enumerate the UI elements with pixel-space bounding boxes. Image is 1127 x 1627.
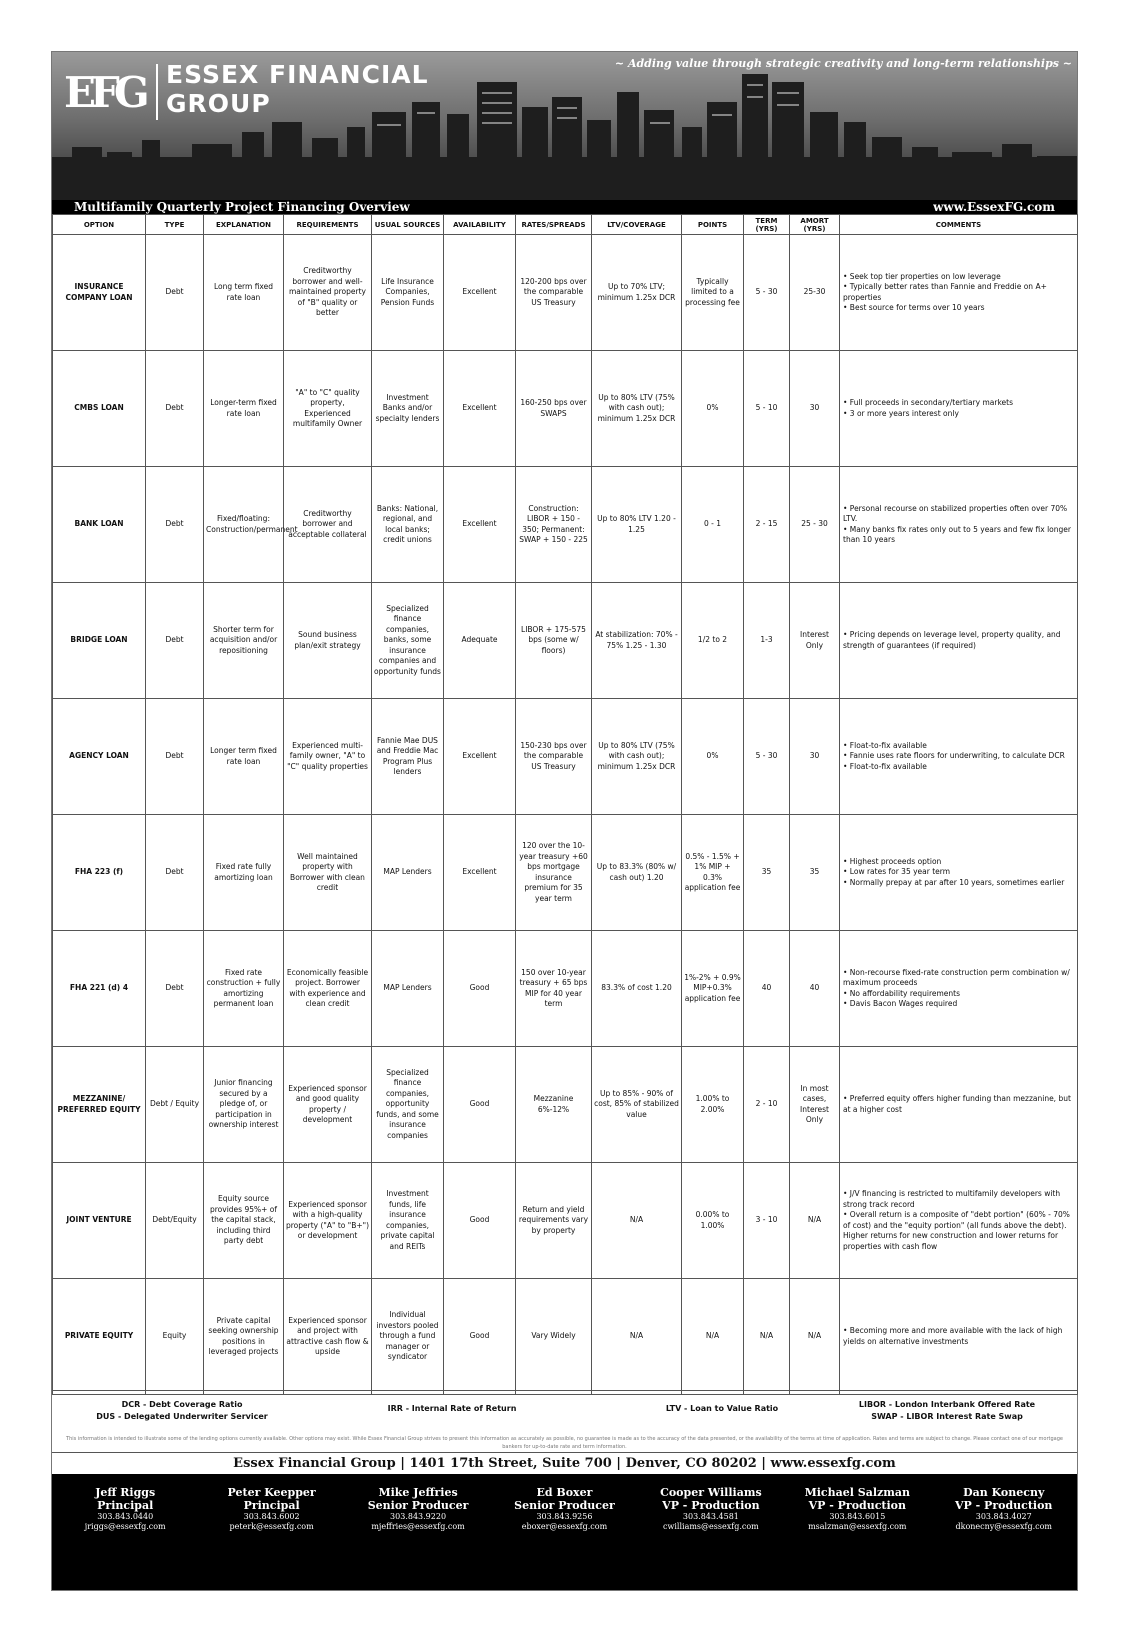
availability-cell: Good: [444, 1047, 516, 1163]
table-row: [53, 699, 1078, 815]
points-cell: 1/2 to 2: [682, 583, 744, 699]
comment-bullet: • Non-recourse fixed-rate construction perm combination w/ maximum proceeds: [843, 967, 1070, 987]
term-cell: 5 - 30: [744, 235, 790, 351]
address-bar: Essex Financial Group | 1401 17th Street, Suite 700 | Denver, CO 80202 | www.essexfg.com: [52, 1452, 1077, 1473]
col-header-sources: USUAL SOURCES: [372, 215, 444, 235]
glossary: [52, 1390, 1077, 1431]
explanation-cell: Long term fixed rate loan: [204, 235, 284, 351]
contact-phone: 303.843.4581: [682, 1512, 739, 1521]
contact-name: Ed Boxer: [536, 1486, 593, 1499]
contact-name: Michael Salzman: [804, 1486, 911, 1499]
points-cell: 0%: [682, 351, 744, 467]
comment-bullet: • Fannie uses rate floors for underwriting, to calculate DCR: [843, 751, 1065, 761]
glossary-dus: DUS - Delegated Underwriter Servicer: [96, 1412, 268, 1421]
requirements-cell: Economically feasible project. Borrower with experience and clean credit: [284, 931, 372, 1047]
col-header-type: TYPE: [146, 215, 204, 235]
rates-cell: 120-200 bps over the comparable US Treasury: [516, 235, 592, 351]
term-cell: N/A: [744, 1279, 790, 1395]
sources-cell: Life Insurance Companies, Pension Funds: [372, 235, 444, 351]
amort-cell: N/A: [790, 1163, 840, 1279]
rates-cell: 150 over 10-year treasury + 65 bps MIP for 40 year term: [516, 931, 592, 1047]
explanation-cell: Junior financing secured by a pledge of, or participation in ownership interest: [204, 1047, 284, 1163]
ltv-cell: Up to 83.3% (80% w/ cash out) 1.20: [592, 815, 682, 931]
rates-cell: Mezzanine 6%-12%: [516, 1047, 592, 1163]
amort-cell: In most cases, Interest Only: [790, 1047, 840, 1163]
sources-cell: Specialized finance companies, opportunity funds, and some insurance companies: [372, 1047, 444, 1163]
option-cell: BRIDGE LOAN: [53, 583, 146, 699]
availability-cell: Good: [444, 1163, 516, 1279]
explanation-cell: Longer-term fixed rate loan: [204, 351, 284, 467]
comments-cell: [840, 351, 1078, 467]
comment-bullet: • Seek top tier properties on low leverage: [843, 271, 1001, 281]
page-title: Multifamily Quarterly Project Financing Overview: [74, 200, 410, 214]
amort-cell: 40: [790, 931, 840, 1047]
rates-cell: 120 over the 10-year treasury +60 bps mortgage insurance premium for 35 year term: [516, 815, 592, 931]
col-header-points: POINTS: [682, 215, 744, 235]
type-cell: Debt: [146, 351, 204, 467]
availability-cell: Excellent: [444, 467, 516, 583]
comment-bullet: • Preferred equity offers higher funding than mezzanine, but at a higher cost: [843, 1094, 1071, 1114]
contact-role: Senior Producer: [367, 1499, 469, 1512]
glossary-irr: IRR - Internal Rate of Return: [387, 1404, 517, 1413]
type-cell: Debt: [146, 815, 204, 931]
contact-role: Principal: [243, 1499, 300, 1512]
comment-bullet: • J/V financing is restricted to multifamily developers with strong track record: [843, 1189, 1061, 1209]
option-cell: MEZZANINE/ PREFERRED EQUITY: [53, 1047, 146, 1163]
availability-cell: Excellent: [444, 235, 516, 351]
comment-bullet: • 3 or more years interest only: [843, 408, 959, 418]
availability-cell: Excellent: [444, 699, 516, 815]
contact-card: [787, 1486, 927, 1590]
points-cell: 0.5% - 1.5% + 1% MIP + 0.3% application fee: [682, 815, 744, 931]
comment-bullet: • Pricing depends on leverage level, property quality, and strength of guarantees (if required): [843, 630, 1061, 650]
amort-cell: 35: [790, 815, 840, 931]
contact-name: Cooper Williams: [660, 1486, 762, 1499]
contact-card: [641, 1486, 781, 1590]
explanation-cell: Equity source provides 95%+ of the capital stack, including third party debt: [204, 1163, 284, 1279]
table-row: [53, 351, 1078, 467]
comment-bullet: • Normally prepay at par after 10 years, sometimes earlier: [843, 877, 1065, 887]
ltv-cell: Up to 80% LTV (75% with cash out); minimum 1.25x DCR: [592, 699, 682, 815]
type-cell: Debt: [146, 699, 204, 815]
requirements-cell: Experienced sponsor and project with attractive cash flow & upside: [284, 1279, 372, 1395]
contact-email[interactable]: msalzman@essexfg.com: [808, 1522, 907, 1531]
availability-cell: Excellent: [444, 815, 516, 931]
explanation-cell: Shorter term for acquisition and/or repositioning: [204, 583, 284, 699]
contact-email[interactable]: jriggs@essexfg.com: [84, 1522, 166, 1531]
col-header-amort: AMORT (YRS): [790, 215, 840, 235]
sources-cell: Investment funds, life insurance companies, private capital and REITs: [372, 1163, 444, 1279]
term-cell: 2 - 10: [744, 1047, 790, 1163]
rates-cell: 160-250 bps over SWAPS: [516, 351, 592, 467]
company-name-line2: GROUP: [166, 89, 271, 118]
comments-cell: [840, 1279, 1078, 1395]
rates-cell: Construction: LIBOR + 150 - 350; Permanent: SWAP + 150 - 225: [516, 467, 592, 583]
contact-card: [348, 1486, 488, 1590]
comment-bullet: • Float-to-fix available: [843, 740, 927, 750]
financing-options-table: [52, 214, 1078, 1395]
glossary-ltv: LTV - Loan to Value Ratio: [665, 1404, 779, 1413]
requirements-cell: Creditworthy borrower and well-maintained property of "B" quality or better: [284, 235, 372, 351]
contact-role: Senior Producer: [514, 1499, 615, 1512]
efg-logo: EFG: [64, 68, 144, 117]
option-cell: BANK LOAN: [53, 467, 146, 583]
type-cell: Debt: [146, 931, 204, 1047]
explanation-cell: Fixed rate construction + fully amortizing permanent loan: [204, 931, 284, 1047]
table-header-row: [53, 215, 1078, 235]
points-cell: N/A: [682, 1279, 744, 1395]
sources-cell: Specialized finance companies, banks, some insurance companies and opportunity funds: [372, 583, 444, 699]
explanation-cell: Fixed/floating: Construction/permanent: [204, 467, 284, 583]
contact-phone: 303.843.6015: [829, 1512, 886, 1521]
sources-cell: Individual investors pooled through a fund manager or syndicator: [372, 1279, 444, 1395]
contact-name: Dan Konecny: [963, 1486, 1045, 1499]
comment-bullet: • Float-to-fix available: [843, 761, 927, 771]
requirements-cell: Sound business plan/exit strategy: [284, 583, 372, 699]
requirements-cell: "A" to "C" quality property, Experienced multifamily Owner: [284, 351, 372, 467]
contact-name: Mike Jeffries: [378, 1486, 458, 1499]
contact-role: VP - Production: [955, 1499, 1053, 1512]
contact-role: VP - Production: [662, 1499, 760, 1512]
amort-cell: 30: [790, 699, 840, 815]
availability-cell: Good: [444, 931, 516, 1047]
contact-role: VP - Production: [808, 1499, 907, 1512]
comment-bullet: • Typically better rates than Fannie and Freddie on A+ properties: [843, 282, 1047, 302]
type-cell: Debt: [146, 467, 204, 583]
comments-cell: [840, 583, 1078, 699]
requirements-cell: Well maintained property with Borrower with clean credit: [284, 815, 372, 931]
term-cell: 2 - 15: [744, 467, 790, 583]
term-cell: 35: [744, 815, 790, 931]
option-cell: FHA 221 (d) 4: [53, 931, 146, 1047]
table-row: [53, 467, 1078, 583]
comment-bullet: • Overall return is a composite of "debt portion" (60% - 70% of cost) and the "equity portion" (all funds above the debt). Higher returns for new construction and lower returns for properties with cash flow: [843, 1210, 1070, 1251]
contact-phone: 303.843.9220: [390, 1512, 447, 1521]
glossary-group-4: [832, 1399, 1062, 1423]
contact-phone: 303.843.9256: [536, 1512, 593, 1521]
explanation-cell: Private capital seeking ownership positions in leveraged projects: [204, 1279, 284, 1395]
rates-cell: Vary Widely: [516, 1279, 592, 1395]
sources-cell: MAP Lenders: [372, 931, 444, 1047]
comments-cell: [840, 1163, 1078, 1279]
ltv-cell: N/A: [592, 1279, 682, 1395]
contact-email[interactable]: dkonecny@essexfg.com: [955, 1522, 1052, 1531]
comments-cell: [840, 467, 1078, 583]
type-cell: Debt/Equity: [146, 1163, 204, 1279]
comments-cell: [840, 1047, 1078, 1163]
requirements-cell: Experienced sponsor and good quality property / development: [284, 1047, 372, 1163]
term-cell: 3 - 10: [744, 1163, 790, 1279]
financing-overview-sheet: [51, 51, 1078, 1591]
comment-bullet: • Davis Bacon Wages required: [843, 999, 958, 1008]
table-row: [53, 931, 1078, 1047]
availability-cell: Excellent: [444, 351, 516, 467]
option-cell: JOINT VENTURE: [53, 1163, 146, 1279]
company-name-line1: ESSEX FINANCIAL: [166, 60, 429, 89]
ltv-cell: Up to 80% LTV 1.20 - 1.25: [592, 467, 682, 583]
explanation-cell: Fixed rate fully amortizing loan: [204, 815, 284, 931]
comment-bullet: • Personal recourse on stabilized properties often over 70% LTV.: [843, 503, 1068, 523]
col-header-rates: RATES/SPREADS: [516, 215, 592, 235]
table-body: [53, 235, 1078, 1395]
term-cell: 5 - 30: [744, 699, 790, 815]
comment-bullet: • Best source for terms over 10 years: [843, 303, 985, 312]
sources-cell: Fannie Mae DUS and Freddie Mac Program Plus lenders: [372, 699, 444, 815]
option-cell: FHA 223 (f): [53, 815, 146, 931]
ltv-cell: Up to 70% LTV; minimum 1.25x DCR: [592, 235, 682, 351]
title-bar: [52, 200, 1077, 214]
contact-card: [934, 1486, 1074, 1590]
term-cell: 5 - 10: [744, 351, 790, 467]
contact-card: [202, 1486, 342, 1590]
points-cell: 1.00% to 2.00%: [682, 1047, 744, 1163]
option-cell: INSURANCE COMPANY LOAN: [53, 235, 146, 351]
amort-cell: 30: [790, 351, 840, 467]
amort-cell: N/A: [790, 1279, 840, 1395]
comment-bullet: • Becoming more and more available with the lack of high yields on alternative investments: [843, 1326, 1063, 1346]
header-banner: [52, 52, 1077, 200]
contact-phone: 303.843.6002: [243, 1512, 300, 1521]
col-header-requirements: REQUIREMENTS: [284, 215, 372, 235]
term-cell: 40: [744, 931, 790, 1047]
ltv-cell: Up to 80% LTV (75% with cash out); minimum 1.25x DCR: [592, 351, 682, 467]
sources-cell: MAP Lenders: [372, 815, 444, 931]
contact-email[interactable]: eboxer@essexfg.com: [521, 1522, 608, 1531]
amort-cell: 25-30: [790, 235, 840, 351]
points-cell: 0.00% to 1.00%: [682, 1163, 744, 1279]
amort-cell: Interest Only: [790, 583, 840, 699]
contacts-bar: [52, 1474, 1077, 1590]
table-row: [53, 1279, 1078, 1395]
table-row: [53, 235, 1078, 351]
availability-cell: Good: [444, 1279, 516, 1395]
option-cell: AGENCY LOAN: [53, 699, 146, 815]
availability-cell: Adequate: [444, 583, 516, 699]
points-cell: Typically limited to a processing fee: [682, 235, 744, 351]
rates-cell: 150-230 bps over the comparable US Treasury: [516, 699, 592, 815]
comments-cell: [840, 235, 1078, 351]
explanation-cell: Longer term fixed rate loan: [204, 699, 284, 815]
comment-bullet: • Highest proceeds option: [843, 856, 942, 866]
col-header-option: OPTION: [53, 215, 146, 235]
company-name: [166, 60, 506, 118]
sources-cell: Investment Banks and/or specialty lenders: [372, 351, 444, 467]
contact-card: [494, 1486, 634, 1590]
table-row: [53, 583, 1078, 699]
type-cell: Debt: [146, 235, 204, 351]
col-header-ltv: LTV/COVERAGE: [592, 215, 682, 235]
points-cell: 0%: [682, 699, 744, 815]
contact-name: Peter Keepper: [227, 1486, 316, 1499]
contact-role: Principal: [97, 1499, 154, 1512]
requirements-cell: Experienced multi-family owner, "A" to "C" quality properties: [284, 699, 372, 815]
contact-phone: 303.843.0440: [97, 1512, 154, 1521]
amort-cell: 25 - 30: [790, 467, 840, 583]
table-row: [53, 1047, 1078, 1163]
contact-email[interactable]: mjeffries@essexfg.com: [371, 1522, 465, 1531]
comments-cell: [840, 699, 1078, 815]
type-cell: Equity: [146, 1279, 204, 1395]
contact-email[interactable]: peterk@essexfg.com: [229, 1522, 314, 1531]
comment-bullet: • Full proceeds in secondary/tertiary markets: [843, 398, 1013, 407]
comment-bullet: • No affordability requirements: [843, 988, 961, 998]
comment-bullet: • Many banks fix rates only out to 5 years and few fix longer than 10 years: [843, 524, 1071, 544]
ltv-cell: N/A: [592, 1163, 682, 1279]
contact-phone: 303.843.4027: [975, 1512, 1032, 1521]
comments-cell: [840, 815, 1078, 931]
col-header-term: TERM (YRS): [744, 215, 790, 235]
glossary-dcr: DCR - Debt Coverage Ratio: [121, 1400, 243, 1409]
rates-cell: LIBOR + 175-575 bps (some w/ floors): [516, 583, 592, 699]
glossary-swap: SWAP - LIBOR Interest Rate Swap: [871, 1412, 1023, 1421]
glossary-group-1: [72, 1399, 292, 1423]
disclaimer: This information is intended to illustrate some of the lending options currently available. Other options may exist. While Essex Financial Group strives to present this information as accurately as possible, no guarantee is made as to the accuracy of the data presented, or the availability of the terms at time of application. Rates and terms are subject to change. Please contact one of our mortgage bankers for up-to-date rate and term information.: [66, 1436, 1063, 1450]
glossary-libor: LIBOR - London Interbank Offered Rate: [858, 1400, 1036, 1409]
option-cell: PRIVATE EQUITY: [53, 1279, 146, 1395]
contact-card: [55, 1486, 195, 1590]
ltv-cell: 83.3% of cost 1.20: [592, 931, 682, 1047]
table-row: [53, 815, 1078, 931]
ltv-cell: Up to 85% - 90% of cost, 85% of stabilized value: [592, 1047, 682, 1163]
table-row: [53, 1163, 1078, 1279]
type-cell: Debt / Equity: [146, 1047, 204, 1163]
col-header-comments: COMMENTS: [840, 215, 1078, 235]
comment-bullet: • Low rates for 35 year term: [843, 867, 951, 877]
requirements-cell: Experienced sponsor with a high-quality property ("A" to "B+") or development: [284, 1163, 372, 1279]
tagline: ~ Adding value through strategic creativity and long-term relationships ~: [614, 57, 1072, 70]
ltv-cell: At stabilization: 70% - 75% 1.25 - 1.30: [592, 583, 682, 699]
logo-divider: [156, 64, 158, 120]
col-header-availability: AVAILABILITY: [444, 215, 516, 235]
points-cell: 0 - 1: [682, 467, 744, 583]
comments-cell: [840, 931, 1078, 1047]
term-cell: 1-3: [744, 583, 790, 699]
rates-cell: Return and yield requirements vary by property: [516, 1163, 592, 1279]
type-cell: Debt: [146, 583, 204, 699]
sources-cell: Banks: National, regional, and local banks; credit unions: [372, 467, 444, 583]
col-header-explanation: EXPLANATION: [204, 215, 284, 235]
points-cell: 1%-2% + 0.9% MIP+0.3% application fee: [682, 931, 744, 1047]
option-cell: CMBS LOAN: [53, 351, 146, 467]
contact-email[interactable]: cwilliams@essexfg.com: [663, 1522, 759, 1531]
website-link[interactable]: www.EssexFG.com: [933, 200, 1055, 214]
requirements-cell: Creditworthy borrower and acceptable collateral: [284, 467, 372, 583]
contact-name: Jeff Riggs: [95, 1486, 156, 1499]
